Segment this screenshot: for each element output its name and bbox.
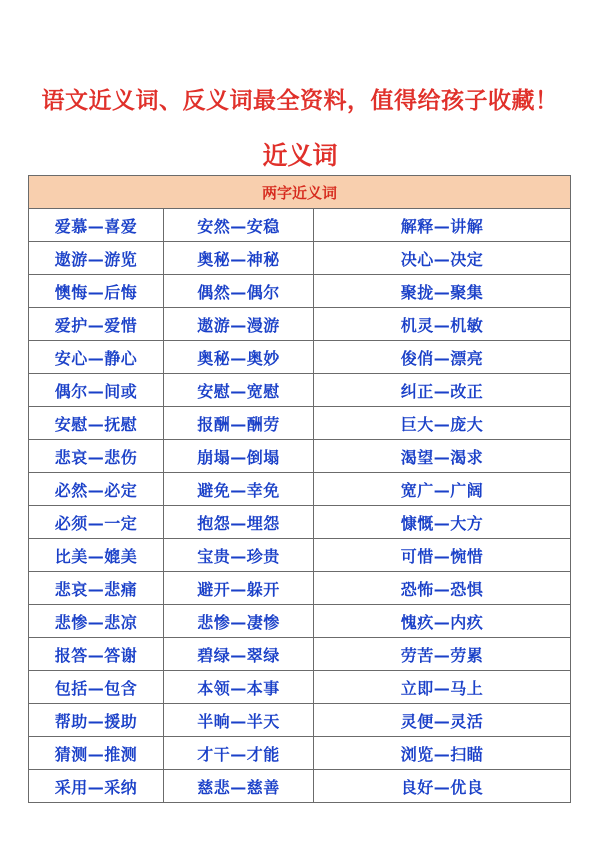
- word-pair-cell: 避开—躲开: [164, 572, 314, 605]
- word-pair-cell: 纠正—改正: [314, 374, 571, 407]
- word-pair-cell: 渴望—渴求: [314, 440, 571, 473]
- word-pair-cell: 聚拢—聚集: [314, 275, 571, 308]
- word-pair-cell: 决心—决定: [314, 242, 571, 275]
- word-pair-cell: 包括—包含: [29, 671, 164, 704]
- word-pair-cell: 半晌—半天: [164, 704, 314, 737]
- table-row: [29, 374, 571, 407]
- page-title: 语文近义词、反义词最全资料，值得给孩子收藏！: [41, 88, 559, 114]
- word-pair-cell: 偶尔—间或: [29, 374, 164, 407]
- word-pair-cell: 必须—一定: [29, 506, 164, 539]
- table-row: [29, 242, 571, 275]
- word-pair-cell: 悲惨—凄惨: [164, 605, 314, 638]
- word-pair-cell: 报答—答谢: [29, 638, 164, 671]
- word-pair-cell: 遨游—漫游: [164, 308, 314, 341]
- word-pair-cell: 安慰—宽慰: [164, 374, 314, 407]
- word-pair-cell: 爱慕—喜爱: [29, 209, 164, 242]
- word-pair-cell: 慷慨—大方: [314, 506, 571, 539]
- word-pair-cell: 机灵—机敏: [314, 308, 571, 341]
- word-pair-cell: 宝贵—珍贵: [164, 539, 314, 572]
- word-pair-cell: 奥秘—奥妙: [164, 341, 314, 374]
- word-pair-cell: 奥秘—神秘: [164, 242, 314, 275]
- table-row: [29, 770, 571, 803]
- table-row: [29, 572, 571, 605]
- word-pair-cell: 良好—优良: [314, 770, 571, 803]
- word-pair-cell: 采用—采纳: [29, 770, 164, 803]
- word-pair-cell: 劳苦—劳累: [314, 638, 571, 671]
- table-row: [29, 473, 571, 506]
- word-pair-cell: 安心—静心: [29, 341, 164, 374]
- word-pair-cell: 愧疚—内疚: [314, 605, 571, 638]
- table-row: [29, 671, 571, 704]
- word-pair-cell: 恐怖—恐惧: [314, 572, 571, 605]
- word-pair-cell: 碧绿—翠绿: [164, 638, 314, 671]
- table-row: [29, 341, 571, 374]
- table-row: [29, 605, 571, 638]
- word-pair-cell: 可惜—惋惜: [314, 539, 571, 572]
- word-pair-cell: 报酬—酬劳: [164, 407, 314, 440]
- table-row: [29, 308, 571, 341]
- word-pair-cell: 抱怨—埋怨: [164, 506, 314, 539]
- word-pair-cell: 俊俏—漂亮: [314, 341, 571, 374]
- word-pair-cell: 慈悲—慈善: [164, 770, 314, 803]
- word-pair-cell: 解释—讲解: [314, 209, 571, 242]
- table-row: [29, 209, 571, 242]
- table-row: [29, 638, 571, 671]
- table-body: [29, 209, 571, 803]
- word-pair-cell: 本领—本事: [164, 671, 314, 704]
- word-pair-cell: 安然—安稳: [164, 209, 314, 242]
- word-pair-cell: 比美—媲美: [29, 539, 164, 572]
- table-row: [29, 539, 571, 572]
- table-heading: 两字近义词: [29, 176, 571, 209]
- word-pair-cell: 爱护—爱惜: [29, 308, 164, 341]
- word-pair-cell: 安慰—抚慰: [29, 407, 164, 440]
- section-title: 近义词: [262, 141, 338, 170]
- table-row: [29, 506, 571, 539]
- table-header-row: [29, 176, 571, 209]
- word-pair-cell: 巨大—庞大: [314, 407, 571, 440]
- word-pair-cell: 崩塌—倒塌: [164, 440, 314, 473]
- table-row: [29, 407, 571, 440]
- word-pair-cell: 浏览—扫瞄: [314, 737, 571, 770]
- word-pair-cell: 帮助—援助: [29, 704, 164, 737]
- word-pair-cell: 灵便—灵活: [314, 704, 571, 737]
- word-pair-cell: 懊悔—后悔: [29, 275, 164, 308]
- word-pair-cell: 立即—马上: [314, 671, 571, 704]
- word-pair-cell: 遨游—游览: [29, 242, 164, 275]
- word-pair-cell: 悲哀—悲痛: [29, 572, 164, 605]
- word-pair-cell: 悲哀—悲伤: [29, 440, 164, 473]
- word-pair-cell: 偶然—偶尔: [164, 275, 314, 308]
- synonym-table: [28, 175, 571, 803]
- word-pair-cell: 猜测—推测: [29, 737, 164, 770]
- word-pair-cell: 才干—才能: [164, 737, 314, 770]
- word-pair-cell: 避免—幸免: [164, 473, 314, 506]
- table-row: [29, 275, 571, 308]
- word-pair-cell: 必然—必定: [29, 473, 164, 506]
- table-row: [29, 737, 571, 770]
- word-pair-cell: 悲惨—悲凉: [29, 605, 164, 638]
- word-pair-cell: 宽广—广阔: [314, 473, 571, 506]
- table-row: [29, 704, 571, 737]
- table-row: [29, 440, 571, 473]
